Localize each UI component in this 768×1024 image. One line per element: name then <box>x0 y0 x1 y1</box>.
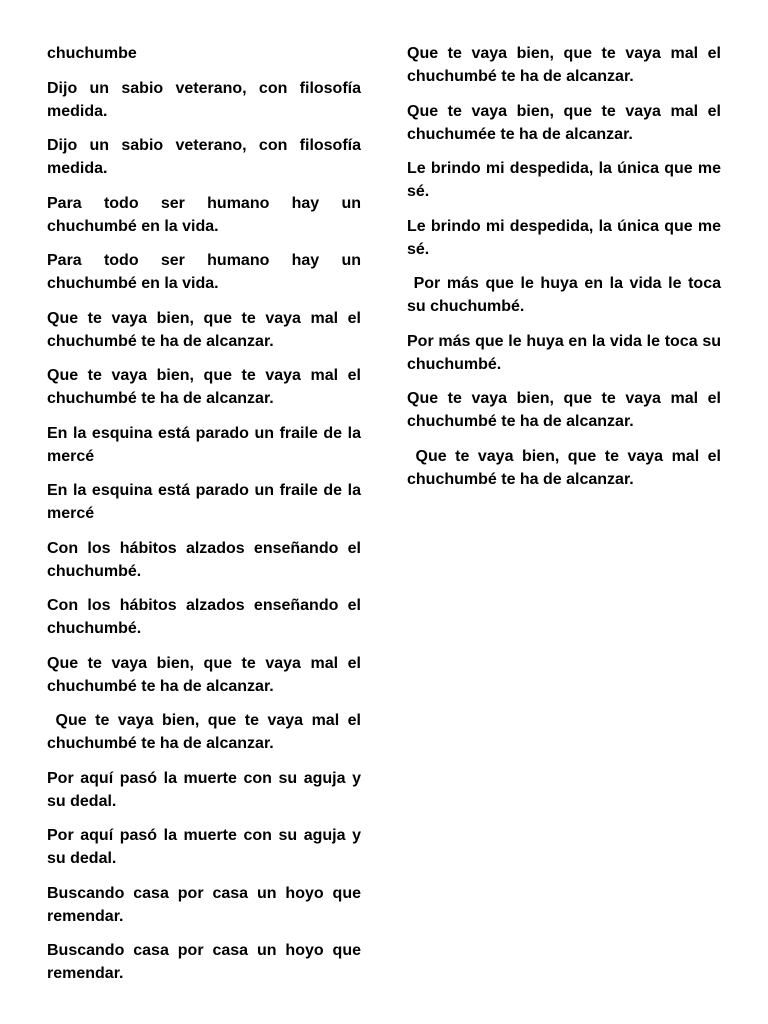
verse-paragraph: Buscando casa por casa un hoyo que remendar. <box>47 942 366 982</box>
verse-paragraph: En la esquina está parado un fraile de la mercé <box>47 424 366 465</box>
verse-paragraph: Dijo un sabio veterano, con filosofía medida. <box>47 137 366 177</box>
verse-paragraph: Que te vaya bien, que te vaya mal el chuchumbé te ha de alcanzar. <box>407 447 726 488</box>
verse-paragraph: chuchumbe <box>47 45 137 62</box>
verse-paragraph: Por aquí pasó la muerte con su aguja y su dedal. <box>47 769 366 810</box>
verse-paragraph: Dijo un sabio veterano, con filosofía medida. <box>47 79 366 120</box>
verse-paragraph: Para todo ser humano hay un chuchumbé en la vida. <box>47 194 366 235</box>
verse-paragraph: Con los hábitos alzados enseñando el chuchumbé. <box>47 597 366 637</box>
verse-paragraph: Por aquí pasó la muerte con su aguja y su dedal. <box>47 827 366 867</box>
verse-paragraph: Por más que le huya en la vida le toca su chuchumbé. <box>407 275 726 315</box>
verse-paragraph: Le brindo mi despedida, la única que me sé. <box>407 160 726 200</box>
verse-paragraph: Que te vaya bien, que te vaya mal el chuchumbé te ha de alcanzar. <box>47 712 366 752</box>
verse-paragraph: Le brindo mi despedida, la única que me sé. <box>407 217 726 258</box>
verse-paragraph: Que te vaya bien, que te vaya mal el chuchumbé te ha de alcanzar. <box>407 390 726 430</box>
verse-paragraph: Que te vaya bien, que te vaya mal el chuchumée te ha de alcanzar. <box>407 102 726 143</box>
verse-paragraph: Que te vaya bien, que te vaya mal el chuchumbé te ha de alcanzar. <box>47 309 366 350</box>
verse-paragraph: Para todo ser humano hay un chuchumbé en la vida. <box>47 252 366 292</box>
right-column <box>407 42 726 502</box>
verse-paragraph: Que te vaya bien, que te vaya mal el chuchumbé te ha de alcanzar. <box>47 654 366 695</box>
verse-paragraph: Por más que le huya en la vida le toca su chuchumbé. <box>407 332 726 373</box>
verse-paragraph: Con los hábitos alzados enseñando el chuchumbé. <box>47 539 366 580</box>
verse-paragraph: En la esquina está parado un fraile de la mercé <box>47 482 366 522</box>
verse-paragraph: Buscando casa por casa un hoyo que remendar. <box>47 884 366 925</box>
verse-paragraph: Que te vaya bien, que te vaya mal el chuchumbé te ha de alcanzar. <box>407 45 726 85</box>
verse-paragraph: Que te vaya bien, que te vaya mal el chuchumbé te ha de alcanzar. <box>47 367 366 407</box>
left-column <box>47 42 366 997</box>
